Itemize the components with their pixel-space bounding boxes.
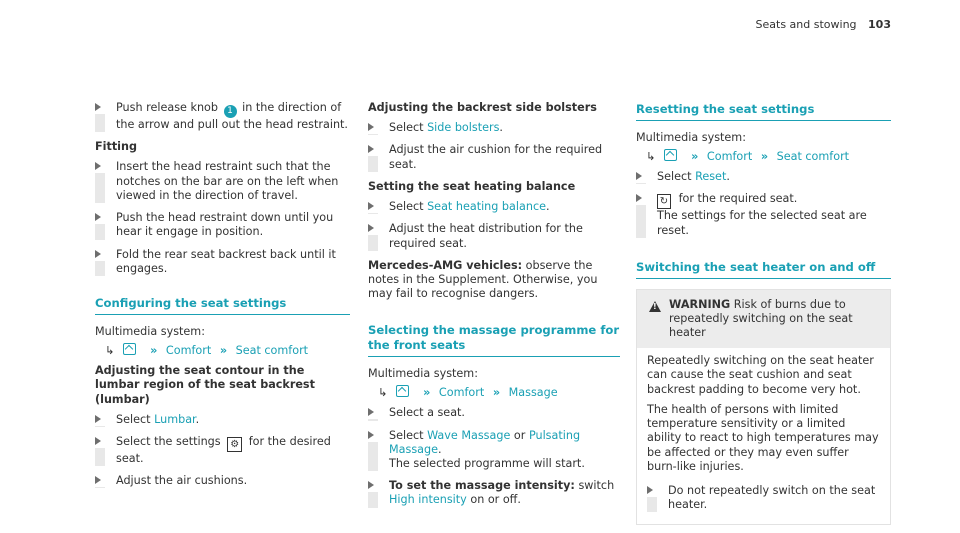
heat-step: Select Seat heating balance. [368,200,620,214]
menu-path [636,149,891,164]
home-icon[interactable] [664,149,677,161]
step-arrow-icon [95,437,101,445]
step-arrow-icon [368,123,374,131]
menu-item-reset[interactable]: Reset [695,170,727,184]
warning-header: ! WARNING Risk of burns due to repeatedly switching on the seat heater [637,290,890,349]
bolster-step: Adjust the air cushion for the required seat. [368,143,620,171]
page-number: 103 [868,18,891,31]
massage-step: Select Wave Massage or Pulsating Massage. The selected programme will start. [368,429,620,472]
chevron-right-icon: » [760,149,769,163]
step-arrow-icon [368,224,374,232]
return-arrow-icon: ↳ [646,149,656,163]
chevron-right-icon: » [691,149,699,163]
step-arrow-icon [95,162,101,170]
menu-intro: Multimedia system: [95,324,205,338]
home-icon[interactable] [123,343,136,355]
header-title: Seats and stowing [755,18,857,31]
reset-step: ↻ for the required seat. The settings for the selected seat are reset. [636,192,891,237]
warning-icon [649,301,661,312]
reset-step: Select Reset. [636,170,891,184]
fitting-step: Push the head restraint down until you hear it engage in position. [95,211,350,239]
menu-path [368,385,620,400]
lumbar-step: Select Lumbar. [95,413,350,427]
menu-item-comfort[interactable]: Comfort [165,343,212,357]
step-arrow-icon [95,250,101,258]
warning-body [637,348,890,524]
menu-intro: Multimedia system: [636,130,746,144]
menu-intro: Multimedia system: [368,366,478,380]
column-3 [636,102,891,525]
fitting-label: Fitting [95,140,137,154]
lumbar-step: Select the settings ⚙ for the desired seat. [95,435,350,466]
section-title-massage: Selecting the massage programme for the front seats [368,323,620,356]
bolster-label: Adjusting the backrest side bolsters [368,101,597,114]
section-title-configuring: Configuring the seat settings [95,296,350,315]
menu-item-pulsating-massage[interactable]: Pulsating Massage [389,428,581,456]
menu-item-seat-comfort[interactable]: Seat comfort [776,149,850,163]
section-title-resetting: Resetting the seat settings [636,102,891,121]
massage-step: Select a seat. [368,406,620,420]
fitting-step: Fold the rear seat backrest back until it engages. [95,248,350,276]
amg-note: Mercedes-AMG vehicles: observe the notes in the Supplement. Otherwise, you may fail to recognise dangers. [368,258,598,301]
reset-icon[interactable]: ↻ [657,194,671,209]
menu-item-seat-comfort[interactable]: Seat comfort [235,343,309,357]
menu-item-wave-massage[interactable]: Wave Massage [427,428,511,442]
step-arrow-icon [636,172,642,180]
return-arrow-icon: ↳ [105,343,115,357]
warning-paragraph: The health of persons with limited temperature sensitivity or a limited ability to react to high temperatures may be affected or they may even suffer burn-like injuries. [647,402,879,473]
menu-item-lumbar[interactable]: Lumbar [154,412,196,426]
return-arrow-icon: ↳ [378,386,388,400]
fitting-step: Insert the head restraint such that the notches on the bar are on the left when viewed in the direction of travel. [95,160,350,203]
bolster-step: Select Side bolsters. [368,121,620,135]
chevron-right-icon: » [219,343,228,357]
callout-number-icon: 1 [224,105,237,118]
chevron-right-icon: » [492,386,501,400]
menu-item-massage[interactable]: Massage [508,386,558,400]
heat-label: Setting the seat heating balance [368,179,576,193]
home-icon[interactable] [396,385,409,397]
menu-item-comfort[interactable]: Comfort [438,386,485,400]
column-1 [95,101,350,496]
step-arrow-icon [95,476,101,484]
settings-icon[interactable]: ⚙ [227,437,242,452]
section-title-heater: Switching the seat heater on and off [636,260,891,279]
column-2 [368,101,620,516]
step-arrow-icon [95,415,101,423]
menu-item-high-intensity[interactable]: High intensity [389,493,467,507]
lumbar-step: Adjust the air cushions. [95,474,350,488]
warning-box [636,289,891,526]
warning-paragraph: Repeatedly switching on the seat heater can cause the seat cushion and seat backrest padding to become very hot. [647,354,874,396]
step-arrow-icon [95,103,101,111]
step-arrow-icon [368,145,374,153]
chevron-right-icon: » [423,386,431,400]
intensity-step: To set the massage intensity: switch High intensity on or off. [368,479,620,507]
step-arrow-icon [368,202,374,210]
menu-item-side-bolsters[interactable]: Side bolsters [427,121,500,135]
step-release: Push release knob 1 in the direction of the arrow and pull out the head restraint. [95,101,350,132]
heat-step: Adjust the heat distribution for the required seat. [368,222,620,250]
lumbar-label: Adjusting the seat contour in the lumbar region of the seat backrest (lumbar) [95,364,315,406]
step-arrow-icon [368,431,374,439]
chevron-right-icon: » [150,343,158,357]
step-arrow-icon [636,194,642,202]
menu-item-comfort[interactable]: Comfort [706,149,753,163]
menu-item-seat-heating-balance[interactable]: Seat heating balance [427,200,546,214]
step-arrow-icon [95,213,101,221]
step-arrow-icon [368,481,374,489]
page-header [756,18,891,32]
step-arrow-icon [368,408,374,416]
warning-step: Do not repeatedly switch on the seat heater. [647,484,880,512]
step-arrow-icon [647,486,653,494]
menu-path [95,343,350,358]
